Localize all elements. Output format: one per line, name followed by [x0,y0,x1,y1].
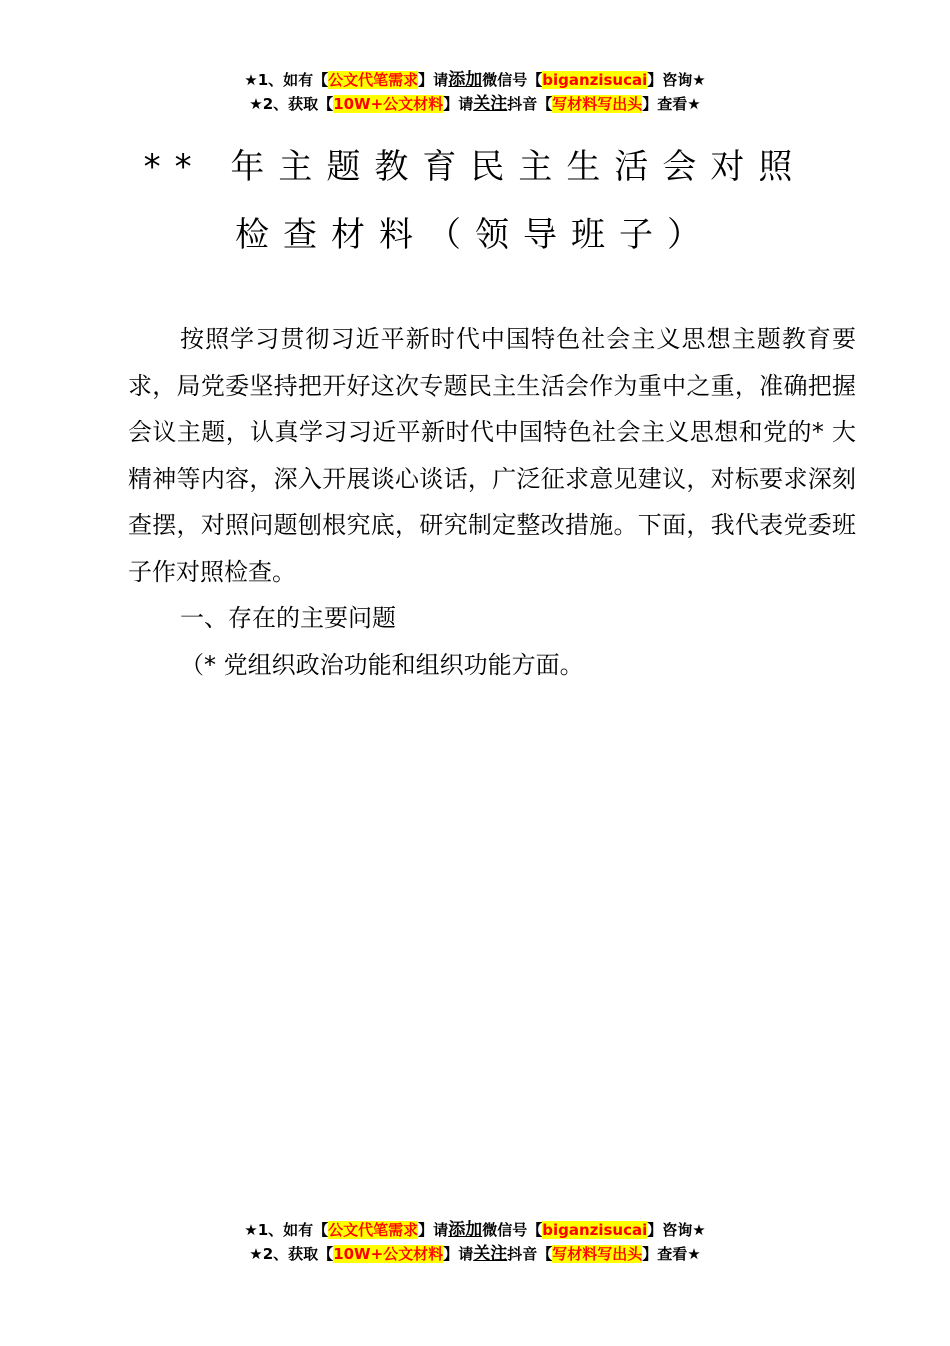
banner-text: 】查看 [642,95,688,113]
highlight-wechat-id: biganzisucai [542,71,648,89]
emphasis-add: 添加 [448,1220,483,1240]
banner-text: 】请 [443,1245,474,1263]
banner-line-1 [0,1218,950,1242]
banner-text: 】请 [443,95,474,113]
banner-text: 2、获取【 [262,1245,334,1263]
intro-paragraph: 按照学习贯彻习近平新时代中国特色社会主义思想主题教育要求，局党委坚持把开好这次专题民主生活会作为重中之重，准确把握会议主题，认真学习习近平新时代中国特色社会主义思想和党的* 大精神等内容，深入开展谈心谈话，广泛征求意见建议，对标要求深刻查摆，对照问题刨根究底，研究制定整改措施。下面，我代表党委班子作对照检查。 [128,325,856,586]
star-icon: ★ [687,95,701,113]
subsection-heading: （* 党组织政治功能和组织功能方面。 [180,650,584,679]
document-title-line-2: 检查材料（领导班子） [235,215,715,255]
section-heading: 一、存在的主要问题 [180,604,396,632]
banner-line-2 [0,1242,950,1266]
highlight-douyin-account: 写材料写出头 [552,95,643,113]
star-icon: ★ [249,1245,263,1263]
emphasis-follow: 关注 [473,1244,508,1264]
banner-text: 2、获取【 [262,95,334,113]
top-banner [0,68,950,116]
banner-text: 】咨询 [647,1221,693,1239]
bottom-banner [0,1218,950,1266]
banner-text: 】咨询 [647,71,693,89]
highlight-douyin-account: 写材料写出头 [552,1245,643,1263]
star-icon: ★ [244,1221,258,1239]
star-icon: ★ [687,1245,701,1263]
star-icon: ★ [692,1221,706,1239]
star-icon: ★ [692,71,706,89]
emphasis-add: 添加 [448,70,483,90]
emphasis-follow: 关注 [473,94,508,114]
highlight-service: 公文代笔需求 [328,71,419,89]
banner-text: 抖音【 [507,1245,553,1263]
highlight-service: 公文代笔需求 [328,1221,419,1239]
banner-text: 】请 [418,1221,449,1239]
highlight-materials: 10W+公文材料 [333,1245,444,1263]
banner-text: 1、如有【 [257,71,329,89]
document-title-line-1: ** 年主题教育民主生活会对照 [143,147,807,187]
banner-text: 抖音【 [507,95,553,113]
banner-line-1 [0,68,950,92]
document-body [128,316,856,688]
banner-text: 1、如有【 [257,1221,329,1239]
highlight-wechat-id: biganzisucai [542,1221,648,1239]
highlight-materials: 10W+公文材料 [333,95,444,113]
banner-text: 】查看 [642,1245,688,1263]
banner-text: 微信号【 [482,1221,543,1239]
star-icon: ★ [249,95,263,113]
banner-text: 微信号【 [482,71,543,89]
star-icon: ★ [244,71,258,89]
banner-line-2 [0,92,950,116]
banner-text: 】请 [418,71,449,89]
